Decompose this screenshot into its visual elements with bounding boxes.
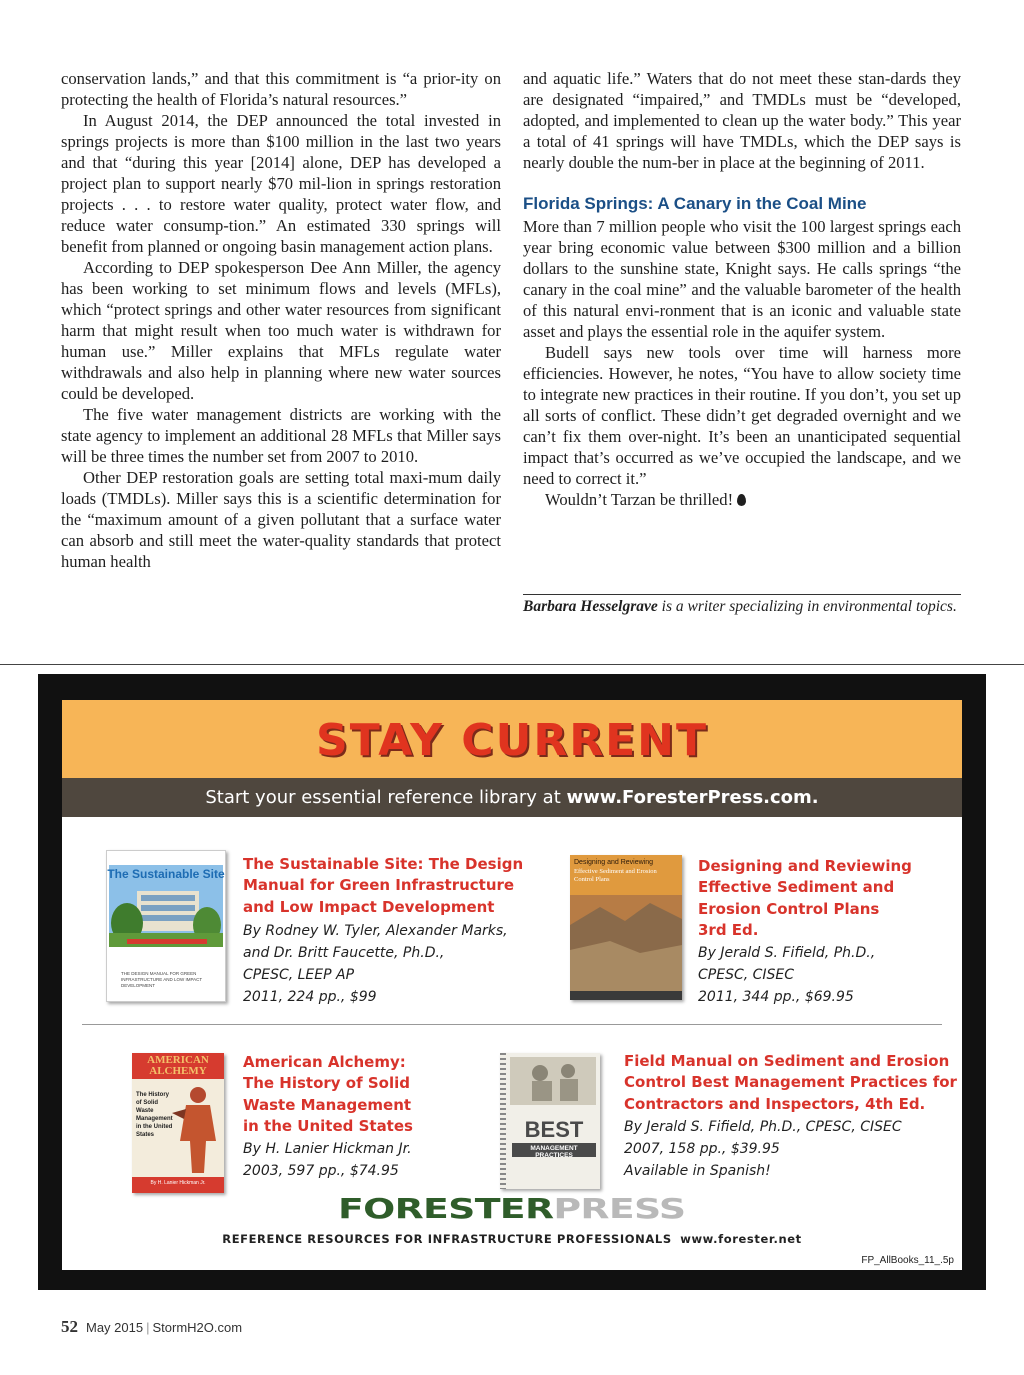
- book-meta-line: By H. Lanier Hickman Jr.: [243, 1141, 412, 1158]
- book-meta-line: and Dr. Britt Faucette, Ph.D.,: [243, 944, 445, 961]
- book-meta-line: CPESC, CISEC: [698, 967, 795, 984]
- cover-caption: THE DESIGN MANUAL FOR GREEN INFRASTRUCTURE AND LOW IMPACT DEVELOPMENT: [121, 971, 203, 988]
- site-name[interactable]: StormH2O.com: [152, 1320, 243, 1335]
- ad-website-link[interactable]: www.ForesterPress.com.: [566, 787, 819, 808]
- book-american-alchemy[interactable]: [243, 1052, 473, 1182]
- book-meta: [243, 920, 543, 1008]
- book-meta-line: By Rodney W. Tyler, Alexander Marks,: [243, 922, 508, 939]
- book-title-line: Designing and Reviewing: [698, 857, 912, 875]
- book-title-line: and Low Impact Development: [243, 897, 495, 916]
- book-meta-line: 2003, 597 pp., $74.95: [243, 1163, 399, 1180]
- cover-subtitle: Effective Sediment and Erosion Control Plans: [574, 868, 657, 883]
- book-title: [243, 854, 543, 918]
- page-footer: [61, 1317, 242, 1337]
- cover-title: The Sustainable Site: [107, 867, 225, 881]
- book-title-line: Manual for Green Infrastructure: [243, 876, 515, 895]
- book-meta: [698, 942, 958, 1008]
- section-heading: Florida Springs: A Canary in the Coal Mine: [523, 194, 867, 213]
- figure-illustration-icon: [172, 1083, 222, 1175]
- forester-press-ad: [38, 674, 986, 1290]
- book-title-line: 3rd Ed.: [698, 920, 759, 939]
- ad-subline: [62, 778, 962, 817]
- tagline-text: REFERENCE RESOURCES FOR INFRASTRUCTURE PROFESSIONALS: [222, 1232, 672, 1246]
- workers-photo-icon: [510, 1057, 596, 1105]
- paragraph: More than 7 million people who visit the 100 largest springs each year bring economic value between $300 million and a billion dollars to the sunshine state, Knight says. He calls springs “the canary in the coal mine” and the valuable barometer of the health of this natural envi-ronment that is an iconic and valuable state asset and plays the essential role in the aquifer system.: [523, 217, 961, 341]
- book-sediment-plans[interactable]: [698, 856, 958, 1008]
- paragraph: According to DEP spokesperson Dee Ann Miller, the agency has been working to set minimum flows and levels (MFLs), which “protect springs and other water resources from significant harm that might result when too much water is withdrawn for human use.” Miller explains that MFLs regulate water withdrawals and also help in planning where new water sources could be developed.: [61, 258, 501, 403]
- book-field-manual[interactable]: [624, 1051, 960, 1182]
- article-right-column: [523, 68, 961, 510]
- ad-panel: [62, 700, 962, 1270]
- ad-banner: [62, 700, 962, 778]
- water-drop-icon: [737, 494, 746, 506]
- book-title-line: Control Best Management Practices for: [624, 1073, 957, 1092]
- ad-code: FP_AllBooks_11_.5p: [861, 1255, 954, 1266]
- paragraph: Budell says new tools over time will harness more efficiencies. However, he notes, “You have to allow society time to integrate new practices in their routine. If you don’t, you set up all sorts of conflict. These didn’t get degraded overnight and we can’t fix them over-night. It’s been an unanticipated sequential impact that’s occurred as we’ve occupied the landscape, and we need to correct it.”: [523, 343, 961, 488]
- book-meta: [243, 1138, 473, 1182]
- closing-line: [523, 489, 961, 510]
- footer-separator: |: [146, 1320, 150, 1335]
- article-left-column: [61, 68, 501, 572]
- book-title-line: The History of Solid: [243, 1074, 410, 1093]
- cover-title: Designing and Reviewing: [574, 859, 653, 866]
- logo-forester: FORESTER: [338, 1192, 554, 1225]
- book-meta-line: 2011, 344 pp., $69.95: [698, 989, 854, 1006]
- book-title-line: Effective Sediment and: [698, 878, 895, 897]
- ad-headline: STAY CURRENT: [316, 715, 708, 766]
- book-cover-sustainable-site: [106, 850, 226, 1002]
- cover-big-title: BEST: [524, 1117, 584, 1142]
- paragraph: conservation lands,” and that this commitment is “a prior-ity on protecting the health of Florida’s natural resources.”: [61, 69, 501, 109]
- logo-press: PRESS: [553, 1192, 686, 1225]
- paragraph: The five water management districts are working with the state agency to implement an additional 28 MFLs that Miller says will be three times the number set from 2007 to 2010.: [61, 405, 501, 466]
- book-meta-line: 2011, 224 pp., $99: [243, 988, 377, 1005]
- author-description: is a writer specializing in environmental topics.: [657, 598, 957, 615]
- cover-sub-title: MANAGEMENT PRACTICES: [530, 1145, 578, 1159]
- cover-subtitle: The History of Solid Waste Management in the United States: [136, 1092, 173, 1138]
- book-title-line: Contractors and Inspectors, 4th Ed.: [624, 1094, 926, 1113]
- issue-date: May 2015: [86, 1320, 144, 1335]
- paragraph: and aquatic life.” Waters that do not meet these stan-dards they are designated “impaired,” and TMDLs must be “developed, adopted, and implemented to clean up the water body.” This year a total of 41 springs will have TMDLs, which the DEP says is nearly double the num-ber in place at the beginning of 2011.: [523, 69, 961, 172]
- book-title-line: American Alchemy:: [243, 1053, 406, 1071]
- book-cover-sediment-plans: [570, 855, 682, 1000]
- book-title-line: Waste Management: [243, 1095, 412, 1114]
- book-meta-line: 2007, 158 pp., $39.95: [624, 1140, 780, 1157]
- closing-text: Wouldn’t Tarzan be thrilled!: [545, 490, 734, 509]
- paragraph: In August 2014, the DEP announced the total invested in springs projects is more than $100 million in the last two years and that “during this year [2014] alone, DEP has developed a project plan to support nearly $70 mil-lion in springs restoration projects . . . to restore water quality, protect water flow, and reduce water consump-tion.” An estimated 330 springs will benefit from planned or ongoing basin management action plans.: [61, 111, 501, 256]
- book-cover-field-manual: [500, 1053, 600, 1189]
- ad-subline-text: Start your essential reference library at: [205, 787, 567, 808]
- cover-title: AMERICAN ALCHEMY: [147, 1054, 209, 1077]
- cover-author: By H. Lanier Hickman Jr.: [150, 1180, 206, 1186]
- book-title-line: The Sustainable Site: The Design: [243, 855, 524, 873]
- book-cover-american-alchemy: [132, 1053, 224, 1193]
- book-meta: [624, 1116, 960, 1182]
- book-title: [698, 856, 958, 941]
- ad-divider: [82, 1024, 942, 1025]
- book-meta-line: By Jerald S. Fifield, Ph.D., CPESC, CISEC: [624, 1118, 902, 1135]
- forester-press-logo: [62, 1192, 962, 1225]
- book-title-line: Erosion Control Plans: [698, 899, 880, 918]
- page-divider: [0, 664, 1024, 665]
- spiral-binding-icon: [500, 1053, 506, 1189]
- book-meta-line: By Jerald S. Fifield, Ph.D.,: [698, 945, 876, 962]
- book-title-line: Field Manual on Sediment and Erosion: [624, 1052, 950, 1070]
- paragraph: Other DEP restoration goals are setting total maxi-mum daily loads (TMDLs). Miller says this is a scientific determination for the “maximum amount of a given pollutant that a surface water can absorb and still meet the water-quality standards that protect human health: [61, 468, 501, 571]
- book-title-line: in the United States: [243, 1116, 413, 1135]
- page-number: 52: [61, 1317, 78, 1336]
- bio-divider: [523, 594, 961, 595]
- book-meta-line: CPESC, LEEP AP: [243, 966, 355, 983]
- forester-url-link[interactable]: www.forester.net: [680, 1232, 802, 1246]
- book-sustainable-site[interactable]: [243, 854, 543, 1008]
- book-title: [243, 1052, 473, 1137]
- book-title: [624, 1051, 960, 1115]
- author-name: Barbara Hesselgrave: [523, 598, 658, 615]
- author-bio: [523, 596, 961, 617]
- book-meta-line: Available in Spanish!: [624, 1162, 771, 1179]
- logo-wordmark: [338, 1192, 685, 1225]
- brand-tagline: [62, 1232, 962, 1246]
